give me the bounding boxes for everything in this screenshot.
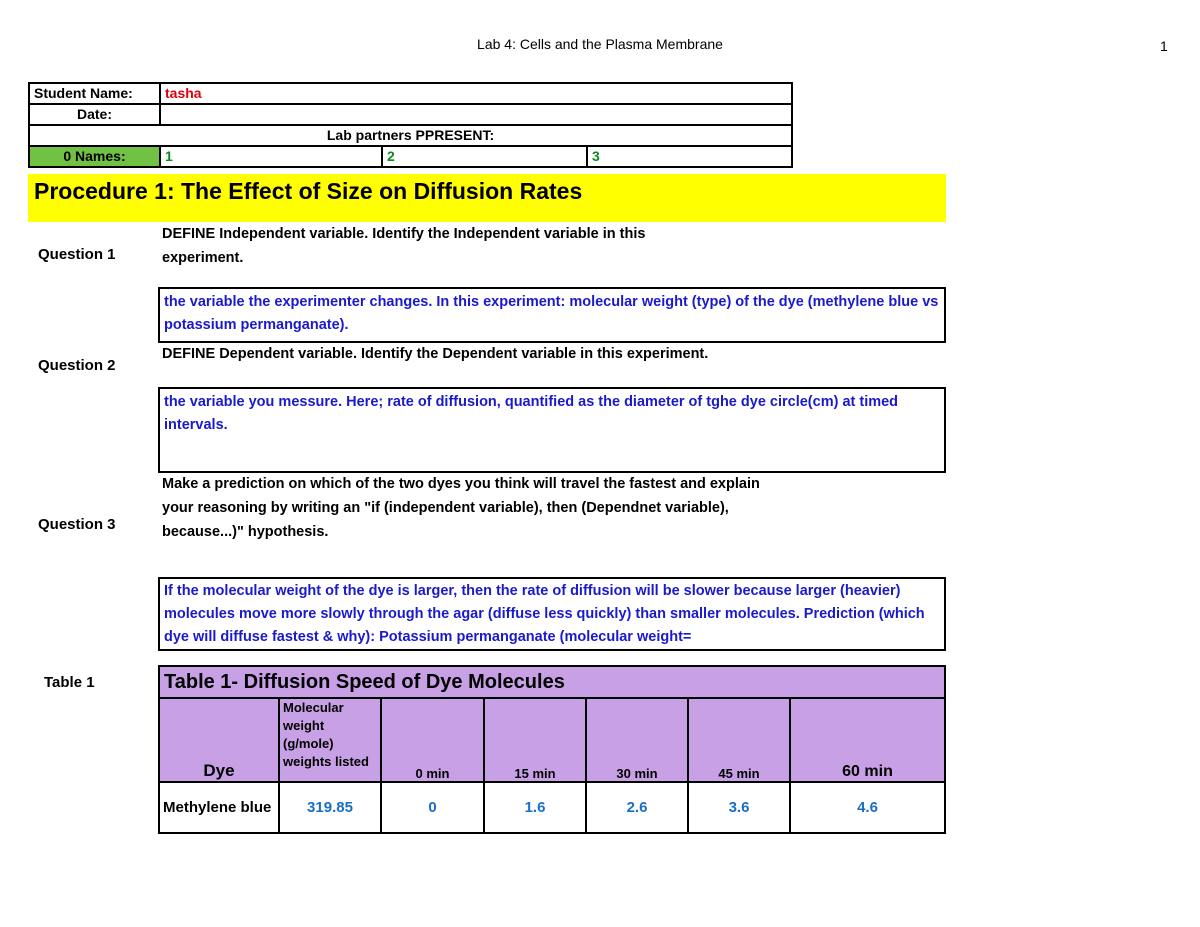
cell-dye[interactable]: Methylene blue bbox=[159, 782, 279, 833]
names-label: 0 Names: bbox=[30, 147, 161, 166]
student-name-row bbox=[28, 82, 793, 103]
date-label: Date: bbox=[30, 105, 161, 124]
question-3-label: Question 3 bbox=[38, 516, 116, 533]
cell-30-min[interactable]: 2.6 bbox=[586, 782, 688, 833]
question-1-label: Question 1 bbox=[38, 246, 116, 263]
student-info-table bbox=[28, 82, 793, 168]
table-1-side-label: Table 1 bbox=[44, 674, 95, 691]
question-1-prompt: DEFINE Independent variable. Identify the Independent variable in this experiment. bbox=[162, 226, 646, 266]
cell-60-min[interactable]: 4.6 bbox=[790, 782, 945, 833]
names-row bbox=[28, 145, 793, 168]
header-15-min: 15 min bbox=[484, 698, 586, 782]
question-3-answer[interactable]: If the molecular weight of the dye is larger, then the rate of diffusion will be slower because larger (heavier) molecules move more slowly through the agar (diffuse less quickly) than smaller molecules. Prediction (which dye will diffuse fastest & why): Potassium permanganate (molecular weight= bbox=[158, 577, 946, 651]
cell-0-min[interactable]: 0 bbox=[381, 782, 484, 833]
lab-partners-label: Lab partners PPRESENT: bbox=[326, 127, 495, 143]
partners-row bbox=[28, 124, 793, 145]
student-name-value[interactable]: tasha bbox=[165, 85, 202, 101]
question-2-prompt: DEFINE Dependent variable. Identify the Dependent variable in this experiment. bbox=[162, 346, 709, 362]
partner-3-cell[interactable]: 3 bbox=[592, 148, 600, 164]
partner-1-cell[interactable]: 1 bbox=[161, 147, 383, 166]
date-value[interactable] bbox=[161, 105, 791, 124]
header-45-min: 45 min bbox=[688, 698, 790, 782]
student-name-label: Student Name: bbox=[30, 84, 161, 103]
cell-15-min[interactable]: 1.6 bbox=[484, 782, 586, 833]
cell-molecular-weight[interactable]: 319.85 bbox=[279, 782, 381, 833]
procedure-title: Procedure 1: The Effect of Size on Diffusion Rates bbox=[34, 178, 583, 204]
cell-45-min[interactable]: 3.6 bbox=[688, 782, 790, 833]
header-30-min: 30 min bbox=[586, 698, 688, 782]
diffusion-table bbox=[158, 697, 946, 834]
page-number: 1 bbox=[1160, 38, 1168, 54]
header-molecular-weight: Molecular weight (g/mole) weights listed bbox=[279, 698, 381, 782]
question-2-label: Question 2 bbox=[38, 357, 116, 374]
question-2-answer[interactable]: the variable you messure. Here; rate of diffusion, quantified as the diameter of tghe dye circle(cm) at timed intervals. bbox=[158, 387, 946, 473]
table-row bbox=[159, 782, 945, 833]
date-row bbox=[28, 103, 793, 124]
table-header-row bbox=[159, 698, 945, 782]
page-header-title: Lab 4: Cells and the Plasma Membrane bbox=[477, 36, 723, 52]
header-0-min: 0 min bbox=[381, 698, 484, 782]
header-dye: Dye bbox=[159, 698, 279, 782]
table-1-title: Table 1- Diffusion Speed of Dye Molecules bbox=[158, 665, 946, 697]
question-1-answer[interactable]: the variable the experimenter changes. In this experiment: molecular weight (type) of the dye (methylene blue vs potassium permanganate). bbox=[158, 287, 946, 343]
header-60-min: 60 min bbox=[790, 698, 945, 782]
partner-2-cell[interactable]: 2 bbox=[383, 147, 588, 166]
procedure-banner bbox=[28, 174, 946, 222]
question-3-prompt: Make a prediction on which of the two dyes you think will travel the fastest and explain your reasoning by writing an "if (independent variable), then (Dependnet variable), because...)" hypothesis. bbox=[162, 476, 760, 540]
